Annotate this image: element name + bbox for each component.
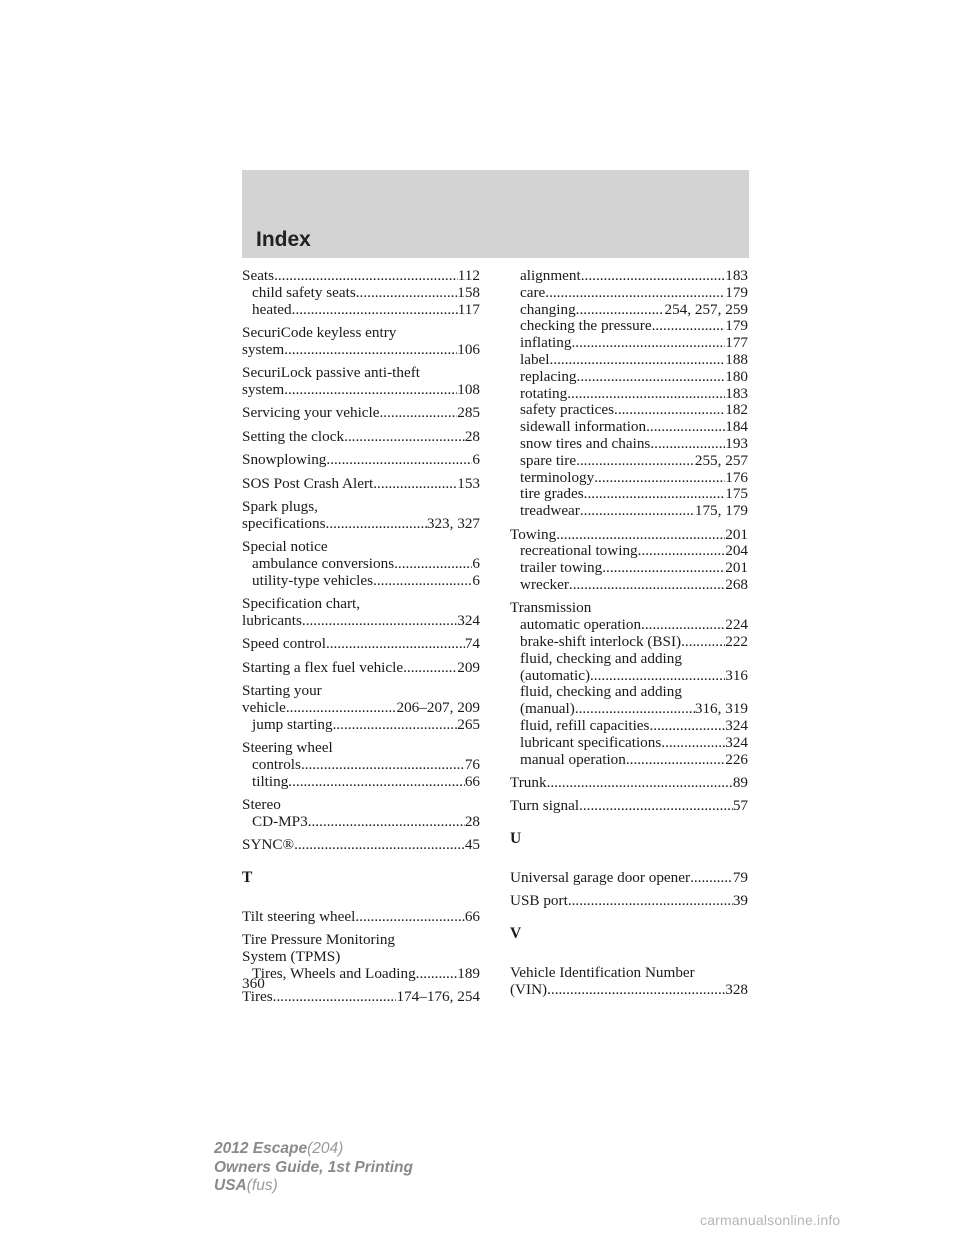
index-subentry (510, 386, 748, 403)
page-reference: 153 (457, 474, 480, 492)
entry-text: USB port (510, 892, 568, 910)
footer-model-code: (204) (307, 1140, 344, 1157)
index-entry (242, 405, 480, 422)
dot-leader (569, 577, 725, 594)
dot-leader (661, 735, 725, 752)
entry-text: automatic operation (520, 616, 642, 634)
page-reference: 176 (725, 468, 748, 486)
dot-leader (333, 717, 458, 734)
entry-text: safety practices (520, 401, 615, 419)
index-entry (242, 365, 480, 399)
index-entry (242, 476, 480, 493)
index-entry (242, 596, 480, 630)
page-reference: 179 (725, 317, 748, 335)
page-reference: 174–176, 254 (396, 988, 480, 1006)
index-entry-line (510, 965, 748, 982)
page-reference: 255, 257 (694, 451, 748, 469)
entry-text: recreational towing (520, 542, 638, 560)
dot-leader (394, 556, 472, 573)
entry-text: spare tire (520, 451, 577, 469)
dot-leader (576, 453, 695, 470)
entry-text: Servicing your vehicle (242, 404, 380, 422)
entry-text: Special notice (242, 538, 328, 556)
dot-leader (416, 966, 458, 983)
index-entry-line (510, 527, 748, 544)
index-entry (242, 797, 480, 831)
entry-text: treadwear (520, 502, 580, 520)
index-entry-line (510, 600, 748, 617)
dot-leader (556, 527, 725, 544)
footer-guide: Owners Guide, 1st Printing (214, 1158, 413, 1176)
index-subentry (510, 543, 748, 560)
dot-leader (576, 302, 665, 319)
index-entry-line (242, 837, 480, 854)
dot-leader (273, 989, 397, 1006)
page-reference: 254, 257, 259 (664, 300, 748, 318)
dot-leader (326, 516, 427, 533)
dot-leader (403, 660, 457, 677)
entry-text: label (520, 350, 550, 368)
index-subentry (510, 302, 748, 319)
entry-text: Transmission (510, 599, 592, 617)
entry-text: vehicle (242, 698, 286, 716)
index-entry (510, 527, 748, 594)
index-subentry (510, 735, 748, 752)
index-entry-line (242, 382, 480, 399)
index-subentry (510, 369, 748, 386)
entry-text: Tilt steering wheel (242, 907, 356, 925)
index-entry-line (510, 982, 748, 999)
page-reference: 66 (464, 907, 480, 925)
entry-text: system (242, 380, 285, 398)
entry-text: sidewall information (520, 418, 647, 436)
dot-leader (547, 982, 725, 999)
entry-text: SYNC® (242, 836, 295, 854)
index-subentry (510, 684, 748, 701)
index-entry-line (242, 499, 480, 516)
index-entry (242, 325, 480, 359)
entry-text: utility-type vehicles (252, 571, 374, 589)
entry-text: trailer towing (520, 559, 603, 577)
index-entry (510, 893, 748, 910)
index-entry (242, 268, 480, 318)
page-reference: 189 (457, 964, 480, 982)
entry-text: SecuriCode keyless entry (242, 323, 397, 341)
entry-text: Setting the clock (242, 427, 345, 445)
entry-text: care (520, 283, 546, 301)
entry-text: Snowplowing (242, 451, 327, 469)
watermark: carmanualsonline.info (700, 1212, 841, 1228)
entry-text: heated (252, 300, 292, 318)
entry-text: Specification chart, (242, 595, 361, 613)
dot-leader (652, 318, 726, 335)
page-reference: 180 (725, 367, 748, 385)
index-subentry (510, 352, 748, 369)
page-reference: 112 (457, 267, 480, 284)
dot-leader (567, 386, 725, 403)
dot-leader (302, 613, 457, 630)
entry-text: Trunk (510, 773, 547, 791)
page-reference: 6 (472, 571, 480, 589)
entry-text: Starting your (242, 682, 322, 700)
entry-text: tilting (252, 772, 289, 790)
index-column-right (510, 268, 748, 1005)
page-reference: 209 (457, 658, 480, 676)
dot-leader (584, 486, 726, 503)
entry-text: brake-shift interlock (BSI) (520, 632, 682, 650)
index-subentry (510, 701, 748, 718)
page-reference: 106 (457, 340, 480, 358)
index-entry (242, 636, 480, 653)
dot-leader (286, 700, 397, 717)
page-reference: 74 (464, 635, 480, 653)
entry-text: System (TPMS) (242, 948, 341, 965)
index-entry (510, 965, 748, 999)
index-subentry (242, 757, 480, 774)
index-entry-line (242, 949, 480, 966)
index-subentry (510, 318, 748, 335)
entry-text: Tires (242, 988, 273, 1006)
entry-text: specifications (242, 514, 326, 532)
entry-text: Starting a flex fuel vehicle (242, 658, 404, 676)
entry-text: jump starting (252, 715, 333, 733)
dot-leader (380, 405, 458, 422)
index-entry-line (242, 476, 480, 493)
dot-leader (690, 870, 733, 887)
index-entry-line (242, 740, 480, 757)
index-subentry (510, 503, 748, 520)
index-entry (242, 429, 480, 446)
dot-leader (638, 543, 726, 560)
entry-text: wrecker (520, 575, 569, 593)
index-entry-line (242, 636, 480, 653)
entry-text: checking the pressure (520, 317, 652, 335)
page-reference: 324 (457, 611, 480, 629)
index-subentry (510, 752, 748, 769)
dot-leader (641, 617, 725, 634)
dot-leader (373, 476, 457, 493)
index-entry (510, 600, 748, 768)
index-entry-line (242, 683, 480, 700)
index-entry (510, 775, 748, 792)
dot-leader (646, 419, 725, 436)
index-column-left (242, 268, 480, 1013)
index-entry (242, 539, 480, 589)
dot-leader (550, 352, 726, 369)
entry-text: Stereo (242, 796, 281, 814)
index-subentry (510, 668, 748, 685)
entry-text: changing (520, 300, 576, 318)
dot-leader (545, 285, 725, 302)
dot-leader (326, 452, 472, 469)
page-reference: 79 (732, 868, 748, 886)
index-entry-line (242, 325, 480, 342)
page-reference: 6 (472, 451, 480, 469)
index-entry-line (242, 909, 480, 926)
index-entry-line (242, 989, 480, 1006)
index-entry (242, 499, 480, 533)
page-reference: 224 (725, 616, 748, 634)
index-entry (242, 989, 480, 1006)
entry-text: replacing (520, 367, 577, 385)
entry-text: Tires, Wheels and Loading (252, 964, 416, 982)
entry-text: terminology (520, 468, 595, 486)
dot-leader (626, 752, 725, 769)
page-reference: 222 (725, 632, 748, 650)
footer-market: USA (214, 1177, 247, 1194)
dot-leader (292, 302, 458, 319)
page-reference: 177 (725, 334, 748, 352)
index-entry-line (242, 596, 480, 613)
dot-leader (284, 382, 457, 399)
index-subentry (510, 634, 748, 651)
index-subentry (242, 814, 480, 831)
entry-text: (VIN) (510, 980, 548, 998)
dot-leader (650, 436, 725, 453)
dot-leader (288, 774, 465, 791)
dot-leader (568, 893, 733, 910)
dot-leader (580, 503, 695, 520)
dot-leader (581, 268, 725, 285)
dot-leader (284, 342, 457, 359)
entry-text: (manual) (520, 700, 575, 718)
entry-text: Tire Pressure Monitoring (242, 931, 396, 949)
page-reference: 285 (457, 404, 480, 422)
entry-text: SOS Post Crash Alert (242, 474, 374, 492)
page-reference: 201 (725, 525, 748, 543)
page-reference: 89 (732, 773, 748, 791)
index-entry (242, 837, 480, 854)
page-reference: 158 (457, 283, 480, 301)
entry-text: fluid, checking and adding (520, 683, 682, 701)
page-number: 360 (242, 975, 265, 992)
index-entry-line (242, 539, 480, 556)
index-subentry (510, 335, 748, 352)
index-subentry (242, 302, 480, 319)
index-entry (242, 452, 480, 469)
page-reference: 39 (732, 892, 748, 910)
index-entry (510, 870, 748, 887)
entry-text: Turn signal (510, 797, 580, 815)
entry-text: snow tires and chains (520, 434, 651, 452)
page-reference: 117 (457, 300, 480, 318)
index-subentry (510, 560, 748, 577)
page-reference: 324 (725, 733, 748, 751)
dot-leader (301, 757, 465, 774)
index-entry-line (242, 365, 480, 382)
index-subentry (510, 470, 748, 487)
page-reference: 6 (472, 554, 480, 572)
index-subentry (242, 556, 480, 573)
index-entry-line (242, 342, 480, 359)
index-entry (510, 798, 748, 815)
page-reference: 57 (732, 797, 748, 815)
index-entry-line (242, 932, 480, 949)
index-subentry (242, 285, 480, 302)
index-subentry (242, 717, 480, 734)
page-reference: 175, 179 (694, 502, 748, 520)
index-subentry (242, 573, 480, 590)
index-entry-line (242, 797, 480, 814)
page-reference: 265 (457, 715, 480, 733)
dot-leader (590, 668, 725, 685)
entry-text: Vehicle Identification Number (510, 963, 695, 981)
dot-leader (602, 560, 725, 577)
entry-text: Spark plugs, (242, 497, 318, 515)
page-reference: 193 (725, 434, 748, 452)
entry-text: lubricants (242, 611, 302, 629)
page-reference: 316, 319 (694, 700, 748, 718)
header-band (242, 170, 749, 258)
index-entry (242, 660, 480, 677)
index-subentry (510, 486, 748, 503)
index-entry-line (510, 870, 748, 887)
index-subentry (510, 617, 748, 634)
page-title: Index (256, 228, 311, 251)
index-entry-line (242, 452, 480, 469)
page-reference: 183 (725, 267, 748, 284)
entry-text: child safety seats (252, 283, 356, 301)
entry-text: inflating (520, 334, 572, 352)
page-reference: 182 (725, 401, 748, 419)
dot-leader (356, 285, 457, 302)
index-entry-line (242, 405, 480, 422)
dot-leader (577, 369, 726, 386)
index-letter-heading: T (242, 869, 253, 887)
index-entry-line (242, 516, 480, 533)
index-subentry (510, 419, 748, 436)
page-reference: 324 (725, 716, 748, 734)
index-entry-line (242, 268, 480, 285)
entry-text: controls (252, 755, 301, 773)
entry-text: Towing (510, 525, 557, 543)
dot-leader (649, 718, 725, 735)
dot-leader (274, 268, 458, 285)
index-entry (242, 909, 480, 926)
index-entry-line (510, 775, 748, 792)
dot-leader (547, 775, 733, 792)
page-reference: 268 (725, 575, 748, 593)
dot-leader (294, 837, 465, 854)
entry-text: system (242, 340, 285, 358)
entry-text: lubricant specifications (520, 733, 662, 751)
entry-text: Seats (242, 267, 275, 284)
entry-text: Speed control (242, 635, 326, 653)
page-reference: 179 (725, 283, 748, 301)
page-reference: 175 (725, 485, 748, 503)
page-reference: 328 (725, 980, 748, 998)
entry-text: (automatic) (520, 666, 590, 684)
index-subentry (510, 577, 748, 594)
index-subentry (510, 651, 748, 668)
entry-text: SecuriLock passive anti-theft (242, 364, 420, 382)
index-subentry (510, 402, 748, 419)
entry-text: Universal garage door opener (510, 868, 691, 886)
page-reference: 201 (725, 559, 748, 577)
dot-leader (344, 429, 465, 446)
dot-leader (575, 701, 695, 718)
index-letter-heading: U (510, 830, 522, 848)
dot-leader (579, 798, 733, 815)
index-subentry (242, 774, 480, 791)
index-entry (242, 683, 480, 733)
index-entry (510, 268, 748, 520)
index-entry (242, 932, 480, 982)
index-entry (242, 740, 480, 790)
page-reference: 28 (464, 812, 480, 830)
page-reference: 206–207, 209 (396, 698, 480, 716)
entry-text: alignment (520, 267, 581, 284)
index-subentry (510, 718, 748, 735)
dot-leader (373, 573, 472, 590)
index-entry-line (242, 613, 480, 630)
dot-leader (326, 636, 465, 653)
print-footer (214, 1140, 413, 1196)
page-reference: 76 (464, 755, 480, 773)
dot-leader (614, 402, 725, 419)
page-reference: 108 (457, 380, 480, 398)
index-entry-line (242, 660, 480, 677)
index-entry-line (242, 429, 480, 446)
entry-text: fluid, checking and adding (520, 649, 682, 667)
index-entry-line (242, 700, 480, 717)
page-reference: 316 (725, 666, 748, 684)
footer-market-code: (fus) (246, 1177, 278, 1194)
page-reference: 45 (464, 836, 480, 854)
dot-leader (681, 634, 725, 651)
dot-leader (355, 909, 464, 926)
index-entry-line (510, 893, 748, 910)
index-subentry (510, 285, 748, 302)
page-reference: 188 (725, 350, 748, 368)
index-subentry (510, 268, 748, 285)
index-subentry (510, 453, 748, 470)
dot-leader (571, 335, 725, 352)
index-subentry (242, 966, 480, 983)
dot-leader (308, 814, 465, 831)
footer-model: 2012 Escape (214, 1140, 308, 1157)
page-reference: 204 (725, 542, 748, 560)
page-reference: 323, 327 (426, 514, 480, 532)
entry-text: Steering wheel (242, 739, 333, 757)
index-subentry (510, 436, 748, 453)
entry-text: CD-MP3 (252, 812, 308, 830)
page-reference: 226 (725, 750, 748, 768)
page-reference: 183 (725, 384, 748, 402)
dot-leader (594, 470, 725, 487)
entry-text: rotating (520, 384, 568, 402)
entry-text: ambulance conversions (252, 554, 395, 572)
entry-text: manual operation (520, 750, 626, 768)
page-reference: 66 (464, 772, 480, 790)
page-reference: 184 (725, 418, 748, 436)
index-letter-heading: V (510, 925, 522, 943)
entry-text: fluid, refill capacities (520, 716, 650, 734)
index-entry-line (510, 798, 748, 815)
page-reference: 28 (464, 427, 480, 445)
entry-text: tire grades (520, 485, 584, 503)
